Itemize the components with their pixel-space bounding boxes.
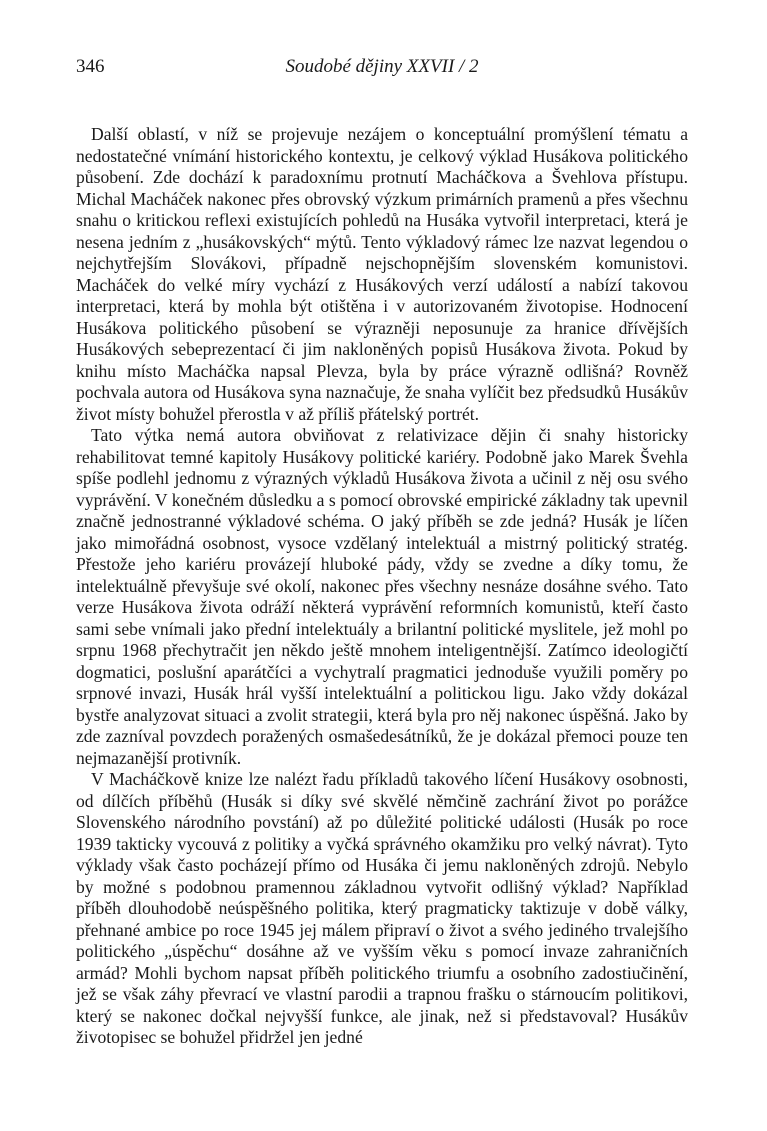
body-text: [76, 124, 688, 1049]
paragraph-3: V Macháčkově knize lze nalézt řadu příkladů takového líčení Husákovy osobnosti, od dílčích příběhů (Husák si díky své skvělé němčině zachrání život po porážce Slovenského národního povstání) až po důležité politické události (Husák po roce 1939 takticky vycouvá z politiky a vyčká správného okamžiku pro velký návrat). Tyto výklady však často pocházejí přímo od Husáka či jemu nakloněných zdrojů. Nebylo by možné s podobnou pramennou základnou vytvořit odlišný výklad? Například příběh dlouhodobě neúspěšného politika, který pragmaticky taktizuje v době války, přehnané ambice po roce 1945 jej málem připraví o život a svého jediného trvalejšího politického „úspěchu“ dosáhne až ve vyšším věku s pomocí invaze zahraničních armád? Mohli bychom napsat příběh politického triumfu a osobního zadostiučinění, jež se však záhy převrací ve vlastní parodii a trapnou frašku o stárnoucím politikovi, který se nakonec dočkal nejvyšší funkce, ale jinak, než si představoval? Husákův životopisec se bohužel přidržel jen jedné: [76, 769, 688, 1047]
running-title: Soudobé dějiny XXVII / 2: [285, 56, 479, 77]
page-number: 346: [76, 56, 105, 77]
paragraph-1: Další oblastí, v níž se projevuje nezájem o konceptuální promýšlení tématu a nedostatečné vnímání historického kontextu, je celkový výklad Husákova politického působení. Zde dochází k paradoxnímu protnutí Macháčkova a Švehlova přístupu. Michal Macháček nakonec přes obrovský výzkum primárních pramenů a přes všechnu snahu o kritickou reflexi existujících pohledů na Husáka vytvořil interpretaci, která je nesena jedním z „husákovských“ mýtů. Tento výkladový rámec lze nazvat legendou o nejchytřejším Slovákovi, případně nejschopnějším slovenském komunistovi. Macháček do velké míry vychází z Husákových verzí událostí a nabízí takovou interpretaci, která by mohla být otištěna i v autorizovaném životopise. Hodnocení Husákova politického působení se výrazněji neposunuje za hranice dřívějších Husákových sebeprezentací či jim nakloněných popisů Husákova života. Pokud by knihu místo Macháčka napsal Plevza, byla by práce výrazně odlišná? Rovněž pochvala autora od Husákova syna naznačuje, že snaha vylíčit bez předsudků Husákův život místy bohužel přerostla v až příliš přátelský portrét.: [76, 124, 688, 424]
paragraph-2: Tato výtka nemá autora obviňovat z relativizace dějin či snahy historicky rehabilitovat temné kapitoly Husákovy politické kariéry. Podobně jako Marek Švehla spíše podlehl jednomu z výrazných výkladů Husákova života a učinil z něj osu svého vyprávění. V konečném důsledku a s pomocí obrovské empirické základny tak upevnil značně jednostranné výkladové schéma. O jaký příběh se zde jedná? Husák je líčen jako mimořádná osobnost, vysoce vzdělaný intelektuál a mistrný politický stratég. Přestože jeho kariéru provázejí hluboké pády, vždy se zvedne a díky tomu, že intelektuálně převyšuje své okolí, nakonec přes všechny nesnáze dosáhne svého. Tato verze Husákova života odráží některá vyprávění reformních komunistů, kteří často sami sebe vnímali jako přední intelektuály a brilantní politické myslitele, jež mohl po srpnu 1968 přechytračit jen někdo ještě mnohem inteligentnější. Zatímco ideologičtí dogmatici, poslušní aparátčíci a vychytralí pragmatici jednoduše využili poměry po srpnové invazi, Husák hrál vyšší intelektuální a politickou ligu. Jako vždy dokázal bystře analyzovat situaci a zvolit strategii, která byla pro něj nakonec úspěšná. Jako by zde zazníval povzdech poražených osmašedesátníků, že je dokázal přemoci pouze ten nejmazanější protivník.: [76, 425, 688, 768]
page-header: [76, 56, 688, 86]
